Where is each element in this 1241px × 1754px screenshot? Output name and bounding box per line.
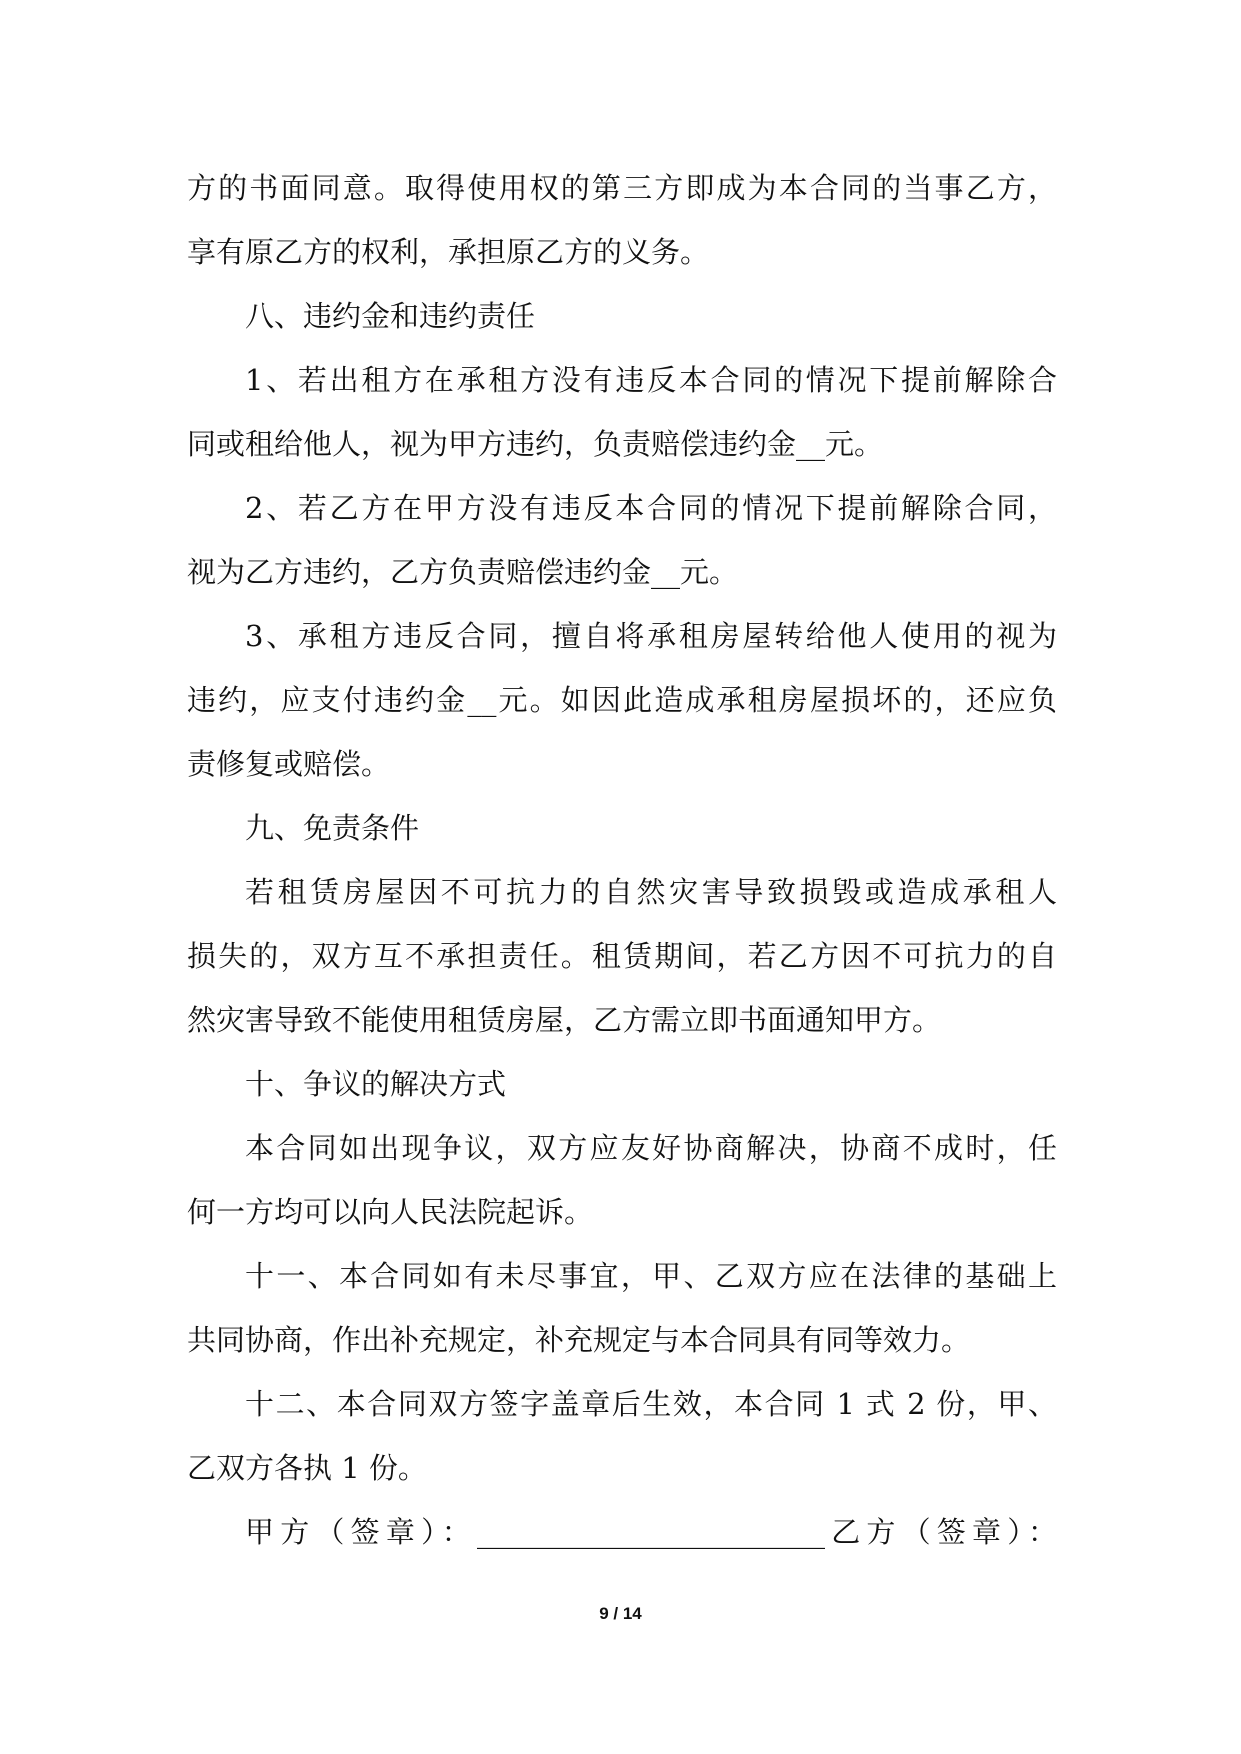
- document-line: 违约，应支付违约金__元。如因此造成承租房屋损坏的，还应负: [187, 683, 1057, 717]
- document-line: 1、若出租方在承租方没有违反本合同的情况下提前解除合: [245, 363, 1057, 397]
- document-line: 若租赁房屋因不可抗力的自然灾害导致损毁或造成承租人: [245, 875, 1057, 909]
- document-line: 本合同如出现争议，双方应友好协商解决，协商不成时，任: [245, 1131, 1057, 1165]
- document-line: 十二、本合同双方签字盖章后生效，本合同 1 式 2 份，甲、: [245, 1387, 1057, 1421]
- document-line: 八、违约金和违约责任: [245, 299, 536, 333]
- document-line: 九、免责条件: [245, 811, 420, 845]
- document-line: 何一方均可以向人民法院起诉。: [187, 1195, 594, 1229]
- document-line: 损失的，双方互不承担责任。租赁期间，若乙方因不可抗力的自: [187, 939, 1057, 973]
- document-line: 享有原乙方的权利，承担原乙方的义务。: [187, 235, 710, 269]
- document-line: 甲方（签章）：________________________乙方（签章）：: [245, 1515, 1057, 1549]
- document-line: 同或租给他人，视为甲方违约，负责赔偿违约金__元。: [187, 427, 884, 461]
- document-body: [187, 156, 1057, 1564]
- document-line: 十、争议的解决方式: [245, 1067, 507, 1101]
- document-line: 3、承租方违反合同，擅自将承租房屋转给他人使用的视为: [245, 619, 1057, 653]
- document-line: 然灾害导致不能使用租赁房屋，乙方需立即书面通知甲方。: [187, 1003, 942, 1037]
- document-line: 十一、本合同如有未尽事宜，甲、乙双方应在法律的基础上: [245, 1259, 1057, 1293]
- document-line: 责修复或赔偿。: [187, 747, 391, 781]
- document-line: 方的书面同意。取得使用权的第三方即成为本合同的当事乙方，: [187, 171, 1057, 205]
- page-number: 9 / 14: [599, 1604, 642, 1623]
- document-line: 乙双方各执 1 份。: [187, 1451, 427, 1485]
- document-line: 2、若乙方在甲方没有违反本合同的情况下提前解除合同，: [245, 491, 1057, 525]
- document-line: 视为乙方违约，乙方负责赔偿违约金__元。: [187, 555, 739, 589]
- document-line: 共同协商，作出补充规定，补充规定与本合同具有同等效力。: [187, 1323, 971, 1357]
